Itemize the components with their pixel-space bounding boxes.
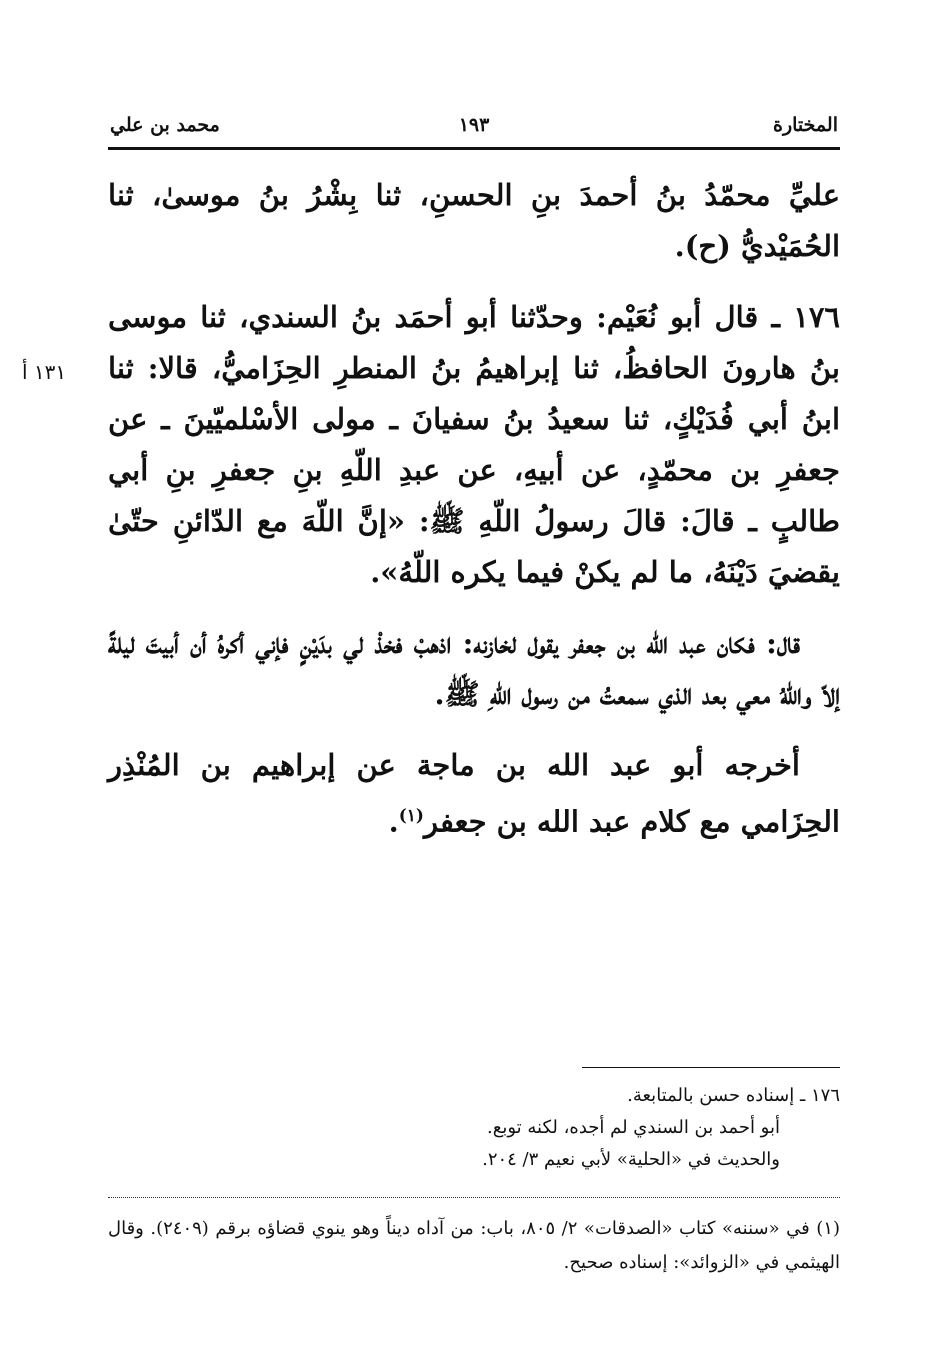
footnote [108, 1212, 840, 1280]
notes-rule [582, 1067, 840, 1068]
paragraph-hadith-176: ١٧٦ ـ قال أبو نُعَيْم: وحدّثنا أبو أحمَد بنُ السندي، ثنا موسى بنُ هارونَ الحافظُ، ثنا إبراهيمُ بنُ المنطرِ الحِزَاميُّ، قالا: ثنا ابنُ أبي فُدَيْكٍ، ثنا سعيدُ بنُ سفيانَ ـ مولى الأسْلميّينَ ـ عن جعفرِ بن محمّدٍ، عن أبيهِ، عن عبدِ اللّهِ بنِ جعفرِ بنِ أبي طالبٍ ـ قالَ: قالَ رسولُ اللّهِ ﷺ: «إنَّ اللّهَ مع الدّائنِ حتّىٰ يقضيَ دَيْنَهُ، ما لم يكنْ فيما يكره اللّهُ». [108, 300, 840, 589]
note-line: أبو أحمد بن السندي لم أجده، لكنه توبع. [487, 1117, 780, 1138]
note-line: ١٧٦ ـ إسناده حسن بالمتابعة. [627, 1085, 840, 1106]
header-rule [108, 147, 840, 150]
manuscript-folio-note: ١٣١ أ [22, 360, 67, 384]
takhrij-period: . [388, 804, 399, 839]
main-text [108, 170, 840, 868]
page-number: ١٩٣ [458, 114, 490, 136]
footnote-separator [108, 1197, 840, 1198]
running-header [110, 108, 838, 142]
paragraph-isnad-continuation: عليِّ محمّدُ بنُ أحمدَ بنِ الحسنِ، ثنا بِشْرُ بنُ موسىٰ، ثنا الحُمَيْديُّ (ح). [108, 178, 840, 263]
footnote-text: (١) في «سننه» كتاب «الصدقات» ٢/ ٨٠٥، باب: من آداه ديناً وهو ينوي قضاؤه برقم (٢٤٠٩). وقال الهيثمي في «الزوائد»: إسناده صحيح. [108, 1218, 840, 1273]
takhrij-text: أخرجه أبو عبد الله بن ماجة عن إبراهيم بن المُنْذِر الحِزَامي مع كلام عبد الله بن جعفر [108, 748, 840, 839]
footnote-marker: (١) [398, 806, 424, 826]
book-title: المختارة [773, 114, 838, 136]
editor-notes [108, 1080, 840, 1176]
paragraph-narration: قال: فكان عبد الله بن جعفر يقول لخازنه: اذهبْ فخذْ لي بدَيْنٍ فإني أكرهُ أن أبيتَ ليلةً إلاّ واللّهُ معي بعد الذي سمعتُ من رسول اللّهِ ﷺ. [108, 626, 840, 711]
note-line: والحديث في «الحلية» لأبي نعيم ٣/ ٢٠٤. [482, 1149, 780, 1170]
paragraph-takhrij [108, 740, 840, 848]
chapter-title: محمد بن علي [110, 114, 220, 136]
